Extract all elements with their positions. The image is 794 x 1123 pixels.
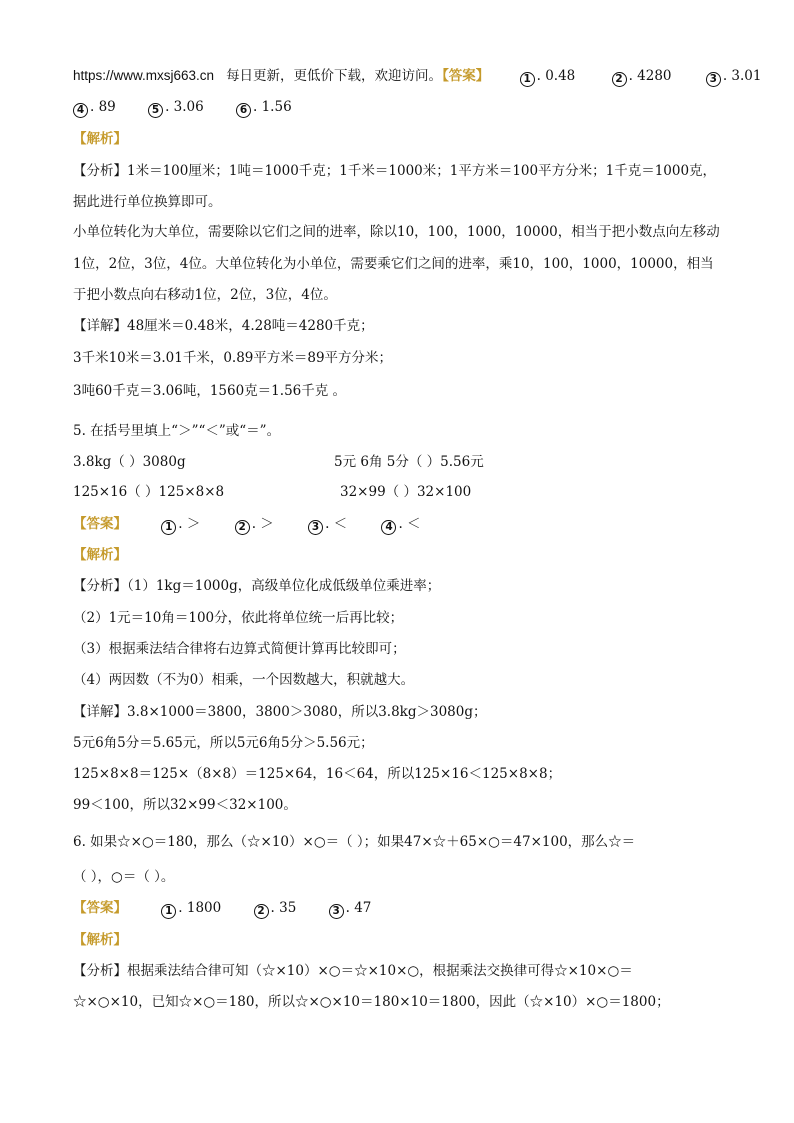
q5-answer-label: 【答案】 — [73, 516, 127, 532]
q5-row1-right: 5元 6角 5分（ ）5.56元 — [334, 454, 484, 470]
q4-answer-label: 【答案】 — [442, 68, 490, 84]
q5-row1-left: 3.8kg（ ）3080g — [73, 454, 186, 470]
q5-answer-4: 4 . ＜ — [381, 514, 420, 535]
q5-detail-line: 5元6角5分＝5.65元，所以5元6角5分＞5.56元； — [73, 735, 374, 751]
q5-answer-row — [73, 514, 421, 535]
q5-row2-left: 125×16（ ）125×8×8 — [73, 484, 225, 500]
site-slogan: 每日更新，更低价下载，欢迎访问。 — [226, 68, 443, 84]
q4-detail-line: 3千米10米＝3.01千米，0.89平方米＝89平方分米； — [73, 350, 393, 366]
q6-title-line1: 6. 如果☆×○＝180，那么（☆×10）×○＝（ ）；如果47×☆＋65×○＝47×100，那么☆＝ — [73, 834, 636, 850]
q5-analysis-line: （3）根据乘法结合律将右边算式简便计算再比较即可； — [73, 641, 406, 657]
q5-answer-1: 1 . ＞ — [161, 514, 200, 535]
q4-detail-line: 3吨60千克＝3.06吨，1560克＝1.56千克 。 — [73, 383, 347, 399]
q4-analysis-line: 【分析】1米＝100厘米；1吨＝1000千克；1千米＝1000米；1平方米＝100平方分米；1千克＝1000克， — [73, 163, 717, 179]
q4-analysis-line: 1位，2位，3位，4位。大单位转化为小单位，需要乘它们之间的进率，乘10，100，1000，10000，相当 — [73, 256, 714, 272]
q4-answer-6: 6 . 1.56 — [236, 97, 292, 118]
q6-answer-label: 【答案】 — [73, 900, 127, 916]
header-line — [73, 66, 761, 87]
q6-analysis-label: 【解析】 — [73, 932, 127, 948]
q4-answers-row2 — [73, 97, 292, 118]
q6-analysis-line: 【分析】根据乘法结合律可知（☆×10）×○＝☆×10×○，根据乘法交换律可得☆×10×○＝ — [73, 963, 633, 979]
site-url[interactable]: https://www.mxsj663.cn — [73, 68, 215, 83]
q5-row2-right: 32×99（ ）32×100 — [340, 484, 472, 500]
q6-answer-row — [73, 898, 371, 919]
q6-analysis-line: ☆×○×10，已知☆×○＝180，所以☆×○×10＝180×10＝1800，因此（☆×10）×○＝1800； — [73, 994, 670, 1010]
q5-detail-line: 【详解】3.8×1000＝3800，3800＞3080，所以3.8kg＞3080g； — [73, 704, 487, 720]
q6-answer-1: 1 . 1800 — [161, 898, 221, 919]
q5-analysis-line: 【分析】（1）1kg＝1000g，高级单位化成低级单位乘进率； — [73, 578, 441, 594]
q5-title: 5. 在括号里填上“＞”“＜”或“＝”。 — [73, 423, 281, 439]
q5-answer-2: 2 . ＞ — [235, 514, 274, 535]
q4-detail-line: 【详解】48厘米＝0.48米，4.28吨＝4280千克； — [73, 318, 374, 334]
q4-answer-1: 1 . 0.48 — [520, 66, 576, 87]
q5-analysis-label: 【解析】 — [73, 547, 127, 563]
q6-title-line2: （ ），○＝（ ）。 — [73, 869, 175, 885]
q4-answer-4: 4 . 89 — [73, 97, 116, 118]
q6-answer-2: 2 . 35 — [254, 898, 297, 919]
q4-answer-3: 3 . 3.01 — [706, 66, 762, 87]
q4-answer-2: 2 . 4280 — [612, 66, 672, 87]
q5-analysis-line: （2）1元＝10角＝100分，依此将单位统一后再比较； — [73, 610, 404, 626]
q5-analysis-line: （4）两因数（不为0）相乘，一个因数越大，积就越大。 — [73, 672, 415, 688]
q4-analysis-line: 小单位转化为大单位，需要除以它们之间的进率，除以10，100，1000，10000，相当于把小数点向左移动 — [73, 224, 720, 240]
q4-analysis-label: 【解析】 — [73, 131, 127, 147]
q4-analysis-line: 于把小数点向右移动1位，2位，3位，4位。 — [73, 287, 337, 303]
q6-answer-3: 3 . 47 — [329, 898, 372, 919]
q4-answer-5: 5 . 3.06 — [148, 97, 204, 118]
q4-analysis-line: 据此进行单位换算即可。 — [73, 194, 222, 210]
q5-detail-line: 125×8×8＝125×（8×8）＝125×64，16＜64，所以125×16＜125×8×8； — [73, 766, 562, 782]
q5-answer-3: 3 . ＜ — [308, 514, 347, 535]
q5-detail-line: 99＜100，所以32×99＜32×100。 — [73, 797, 297, 813]
